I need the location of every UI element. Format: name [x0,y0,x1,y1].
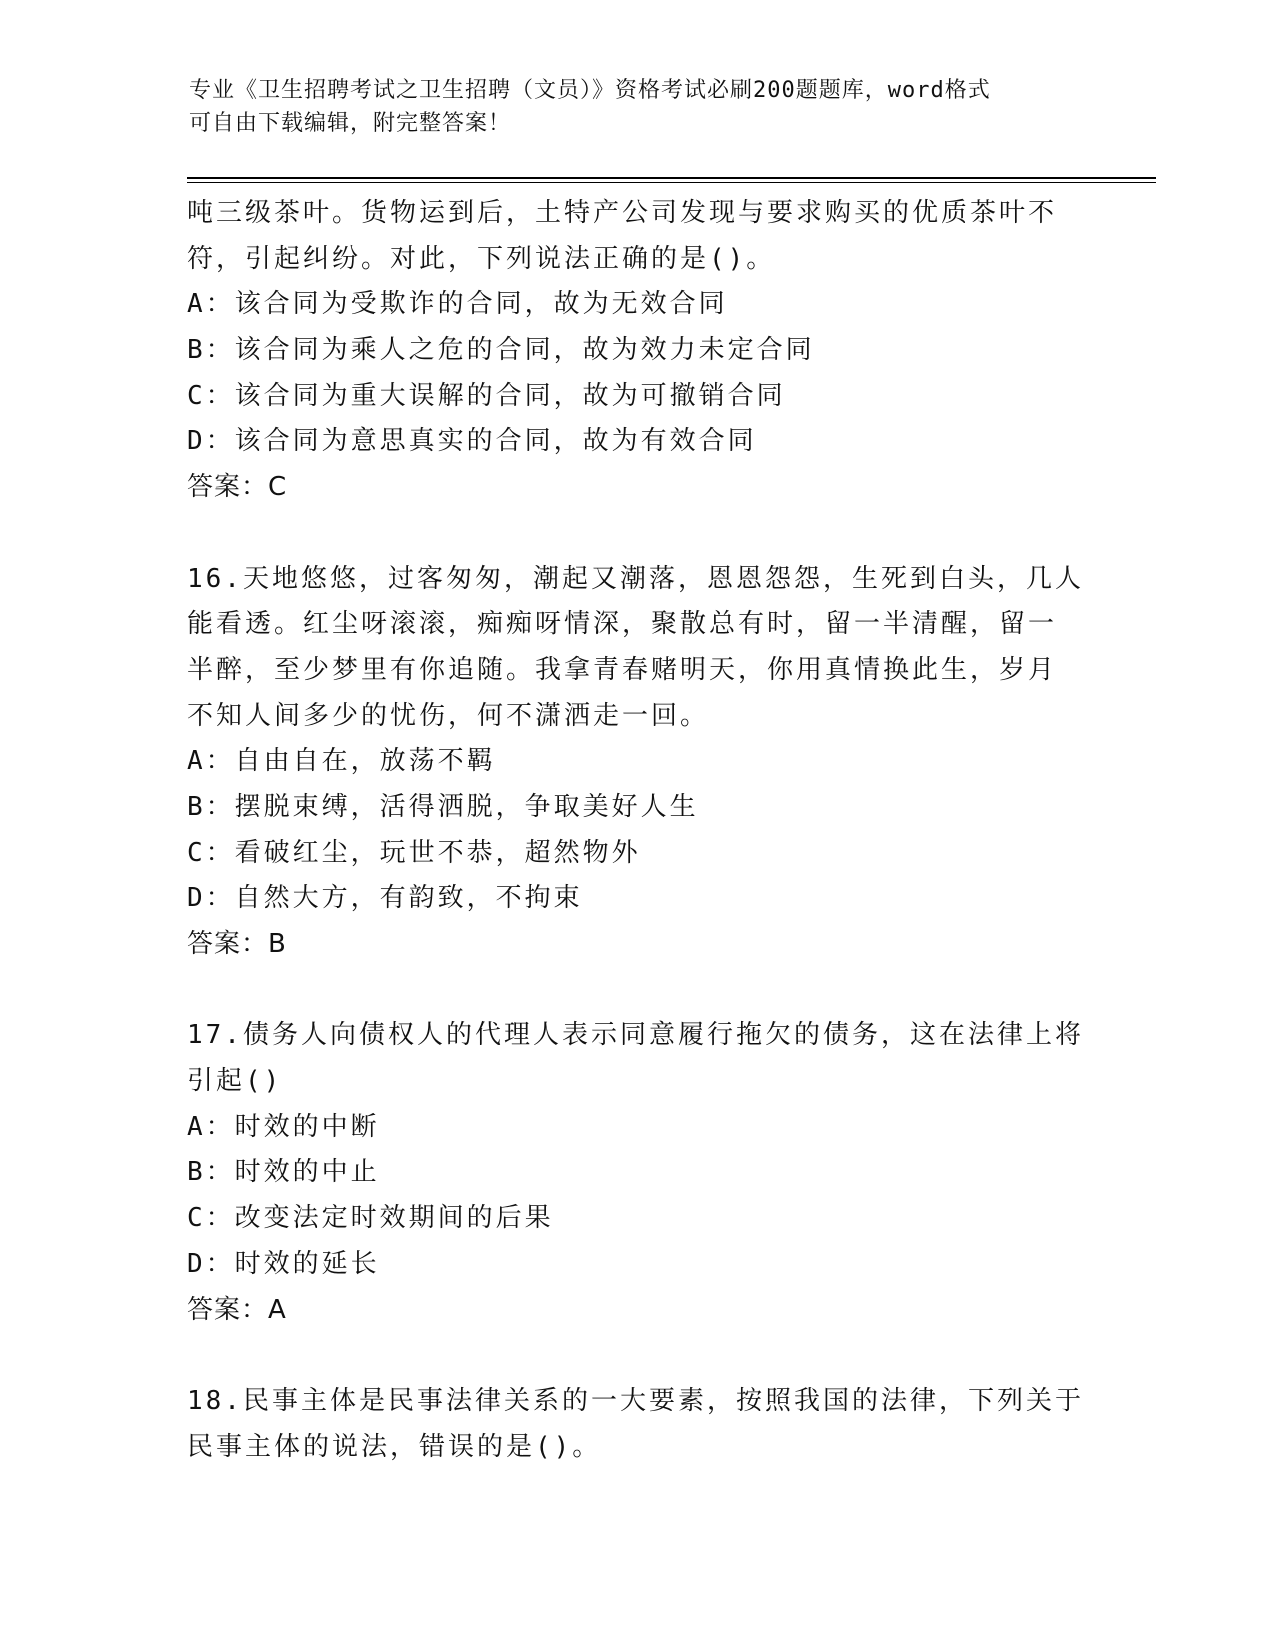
page-header [189,74,1089,140]
question-text-line: 符，引起纠纷。对此，下列说法正确的是()。 [187,243,776,274]
question-text-line: 17.债务人向债权人的代理人表示同意履行拖欠的债务，这在法律上将 [187,1020,1084,1051]
option-a: A：该合同为受欺诈的合同，故为无效合同 [187,289,728,320]
question-text-line: 民事主体的说法，错误的是()。 [187,1431,602,1462]
option-b: B：时效的中止 [187,1157,380,1188]
answer-label: 答案：A [187,1294,287,1325]
spacer [187,968,1087,1014]
question-16 [187,557,1087,968]
document-body [187,191,1087,1470]
header-divider-thick [187,177,1156,179]
question-18 [187,1379,1087,1470]
header-title-line-1: 专业《卫生招聘考试之卫生招聘（文员）》资格考试必刷200题题库，word格式 [189,78,991,103]
question-text-line: 18.民事主体是民事法律关系的一大要素，按照我国的法律，下列关于 [187,1385,1084,1416]
question-text-line: 能看透。红尘呀滚滚，痴痴呀情深，聚散总有时，留一半清醒，留一 [187,609,1058,640]
option-a: A：时效的中断 [187,1111,380,1142]
header-title-line-2: 可自由下载编辑，附完整答案！ [189,111,512,136]
spacer [187,1333,1087,1379]
answer-label: 答案：B [187,929,287,959]
question-text-line: 不知人间多少的忧伤，何不潇洒走一回。 [187,700,710,731]
answer-label: 答案：C [187,472,288,503]
option-d: D：时效的延长 [187,1248,380,1279]
option-d: D：该合同为意思真实的合同，故为有效合同 [187,426,757,457]
option-d: D：自然大方，有韵致，不拘束 [187,883,583,914]
option-c: C：改变法定时效期间的后果 [187,1203,554,1234]
spacer [187,511,1087,557]
question-text-line: 引起() [187,1066,283,1097]
question-text-line: 半醉，至少梦里有你追随。我拿青春赌明天，你用真情换此生，岁月 [187,654,1058,685]
question-text-line: 吨三级茶叶。货物运到后，土特产公司发现与要求购买的优质茶叶不 [187,198,1058,228]
header-divider-thin [187,182,1156,183]
option-c: C：该合同为重大误解的合同，故为可撤销合同 [187,380,786,411]
option-b: B：摆脱束缚，活得洒脱，争取美好人生 [187,791,699,822]
option-a: A：自由自在，放荡不羁 [187,746,496,777]
option-c: C：看破红尘，玩世不恭，超然物外 [187,837,641,868]
question-17 [187,1013,1087,1333]
question-fragment [187,191,1087,511]
option-b: B：该合同为乘人之危的合同，故为效力未定合同 [187,335,815,366]
question-text-line: 16.天地悠悠，过客匆匆，潮起又潮落，恩恩怨怨，生死到白头，几人 [187,563,1084,594]
